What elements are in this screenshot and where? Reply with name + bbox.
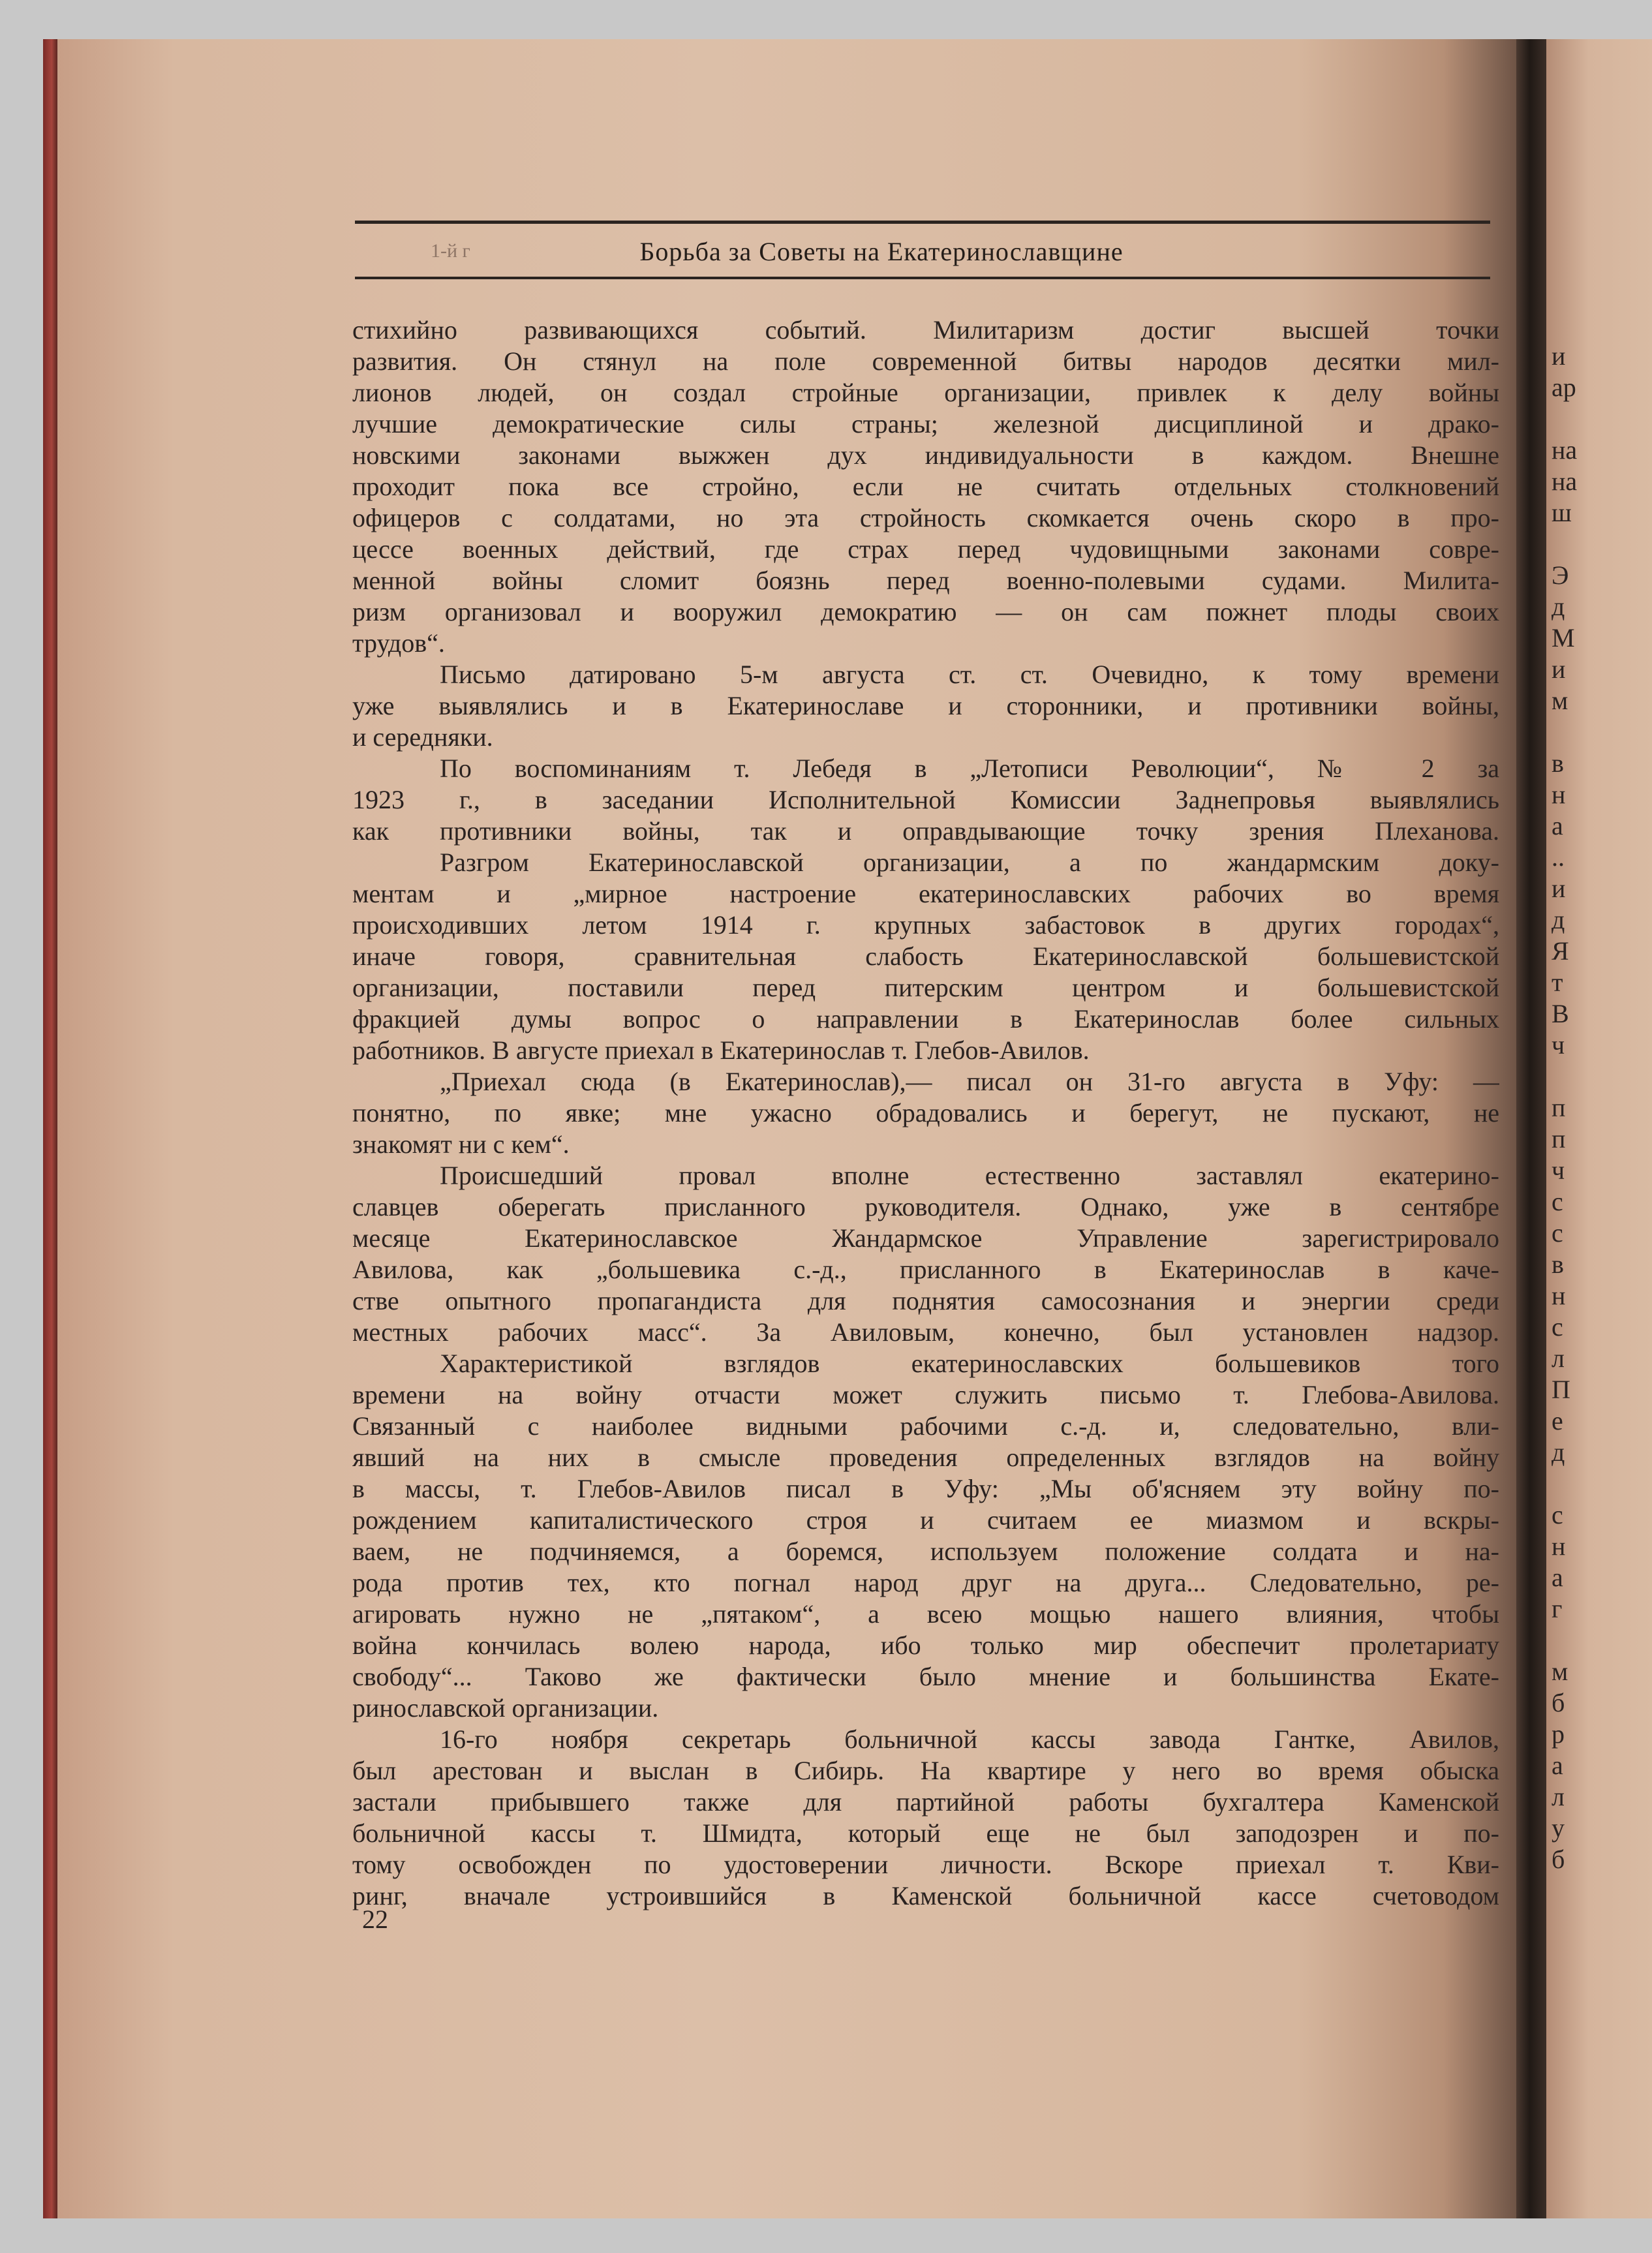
header-rule-bottom: [355, 277, 1490, 279]
facing-page-fragment: с: [1552, 1187, 1563, 1216]
text-line: ринг, вначале устроившийся в Каменской больничной кассе счетоводом: [352, 1881, 1499, 1910]
text-line: развития. Он стянул на поле современной битвы народов десятки мил-: [352, 346, 1499, 376]
text-line: ваем, не подчиняемся, а боремся, используем положение солдата и на-: [352, 1537, 1499, 1566]
facing-page-fragment: а: [1552, 1751, 1563, 1780]
facing-page-fragment: д: [1552, 592, 1565, 621]
text-line: ментам и „мирное настроение екатеринославских рабочих во время: [352, 879, 1499, 908]
text-line: Происшедший провал вполне естественно заставлял екатерино-: [440, 1161, 1499, 1190]
text-line: славцев оберегать присланного руководителя. Однако, уже в сентябре: [352, 1192, 1499, 1221]
text-line: иначе говоря, сравнительная слабость Екатеринославской большевистской: [352, 942, 1499, 971]
text-line: стве опытного пропагандиста для поднятия самосознания и энергии среди: [352, 1286, 1499, 1315]
facing-page-fragment: у: [1552, 1813, 1565, 1843]
text-line: Характеристикой взглядов екатеринославских большевиков того: [440, 1349, 1499, 1378]
text-line: ризм организовал и вооружил демократию — он сам пожнет плоды своих: [352, 597, 1499, 626]
facing-page-fragment: и: [1552, 654, 1566, 684]
text-line: работников. В августе приехал в Екатеринослав т. Глебов-Авилов.: [352, 1035, 1090, 1065]
facing-page-fragment: П: [1552, 1375, 1570, 1404]
facing-page-fragment: а: [1552, 1563, 1563, 1592]
facing-page-fragment: ш: [1552, 498, 1572, 527]
facing-page-fragment: р: [1552, 1719, 1565, 1749]
text-line: Разгром Екатеринославской организации, а по жандармским доку-: [440, 848, 1499, 877]
text-line: больничной кассы т. Шмидта, который еще не был заподозрен и по-: [352, 1818, 1499, 1848]
text-line: происходивших летом 1914 г. крупных забастовок в других городах“,: [352, 910, 1499, 940]
facing-page-fragment: д: [1552, 1437, 1565, 1467]
text-line: понятно, по явке; мне ужасно обрадовались и берегут, не пускают, не: [352, 1098, 1499, 1127]
text-line: месяце Екатеринославское Жандармское Управление зарегистрировало: [352, 1223, 1499, 1253]
text-line: свободу“... Таково же фактически было мнение и большинства Екате-: [352, 1662, 1499, 1691]
header-rule-top: [355, 221, 1490, 224]
facing-page-fragment: д: [1552, 905, 1565, 934]
text-line: Письмо датировано 5-м августа ст. ст. Очевидно, к тому времени: [440, 660, 1499, 689]
text-line: знакомят ни с кем“.: [352, 1129, 570, 1159]
facing-page-fragment: г: [1552, 1594, 1563, 1623]
facing-page-fragment: ч: [1552, 1030, 1565, 1060]
text-line: „Приехал сюда (в Екатеринослав),— писал он 31-го августа в Уфу: —: [440, 1067, 1499, 1096]
text-line: явший на них в смысле проведения определенных взглядов на войну: [352, 1443, 1499, 1472]
facing-page-fragment: Я: [1552, 936, 1569, 966]
facing-page-fragment: п: [1552, 1124, 1566, 1154]
text-line: и середняки.: [352, 722, 493, 752]
facing-page-fragment: а: [1552, 811, 1563, 840]
facing-page-fragment: и: [1552, 874, 1566, 903]
text-line: новскими законами выжжен дух индивидуальности в каждом. Внешне: [352, 440, 1499, 470]
book-cover-edge: [43, 39, 57, 2218]
facing-page-fragment: п: [1552, 1093, 1566, 1122]
facing-page-fragment: м: [1552, 686, 1568, 715]
text-line: ринославской организации.: [352, 1693, 659, 1723]
text-line: местных рабочих масс“. За Авиловым, конечно, был установлен надзор.: [352, 1317, 1499, 1347]
facing-page-fragment: с: [1552, 1312, 1563, 1341]
text-line: уже выявлялись и в Екатеринославе и сторонники, и противники войны,: [352, 691, 1499, 720]
facing-page-fragment: В: [1552, 999, 1569, 1028]
text-line: трудов“.: [352, 628, 445, 658]
header-faint-mark: 1-й г: [431, 240, 470, 262]
text-line: цессе военных действий, где страх перед чудовищными законами совре-: [352, 534, 1499, 564]
text-line: менной войны сломит боязнь перед военно-полевыми судами. Милита-: [352, 566, 1499, 595]
page-body-text: [352, 314, 1499, 1912]
text-line: тому освобожден по удостоверении личности. Вскоре приехал т. Кви-: [352, 1850, 1499, 1879]
text-line: был арестован и выслан в Сибирь. На квартире у него во время обыска: [352, 1756, 1499, 1785]
text-line: как противники войны, так и оправдывающие точку зрения Плеханова.: [352, 816, 1499, 846]
facing-page-fragment: ар: [1552, 373, 1576, 402]
page-number: 22: [362, 1905, 388, 1934]
facing-page-fragment: и: [1552, 341, 1566, 371]
text-line: офицеров с солдатами, но эта стройность скомкается очень скоро в про-: [352, 503, 1499, 532]
facing-page-fragment: с: [1552, 1218, 1563, 1248]
text-line: Авилова, как „большевика с.-д., присланного в Екатеринослав в каче-: [352, 1255, 1499, 1284]
text-line: застали прибывшего также для партийной работы бухгалтера Каменской: [352, 1787, 1499, 1816]
facing-page-fragment: м: [1552, 1657, 1568, 1686]
text-line: 16-го ноября секретарь больничной кассы завода Гантке, Авилов,: [440, 1724, 1499, 1754]
running-header: Борьба за Советы на Екатеринославщине: [639, 237, 1124, 266]
facing-page-fragment: М: [1552, 623, 1575, 652]
facing-page-fragment: в: [1552, 1249, 1564, 1279]
text-line: организации, поставили перед питерским центром и большевистской: [352, 973, 1499, 1002]
facing-page-fragment: н: [1552, 780, 1566, 809]
facing-page-fragment: на: [1552, 467, 1578, 496]
book-gutter: [1516, 39, 1546, 2218]
book-page-right: [1546, 39, 1652, 2218]
facing-page-fragment: на: [1552, 435, 1578, 465]
facing-page-fragment: н: [1552, 1531, 1566, 1561]
text-line: По воспоминаниям т. Лебедя в „Летописи Революции“, № 2 за: [440, 754, 1499, 783]
facing-page-fragment: л: [1552, 1782, 1565, 1811]
text-line: агировать нужно не „пятаком“, а всею мощью нашего влияния, чтобы: [352, 1599, 1499, 1629]
text-line: фракцией думы вопрос о направлении в Екатеринослав более сильных: [352, 1004, 1499, 1034]
text-line: война кончилась волею народа, ибо только мир обеспечит пролетариату: [352, 1631, 1499, 1660]
text-line: проходит пока все стройно, если не считать отдельных столкновений: [352, 472, 1499, 501]
facing-page-fragment: л: [1552, 1343, 1565, 1373]
facing-page-fragment: е: [1552, 1406, 1563, 1435]
facing-page-fragment: б: [1552, 1845, 1565, 1874]
facing-page-fragment: н: [1552, 1281, 1566, 1310]
text-line: стихийно развивающихся событий. Милитаризм достиг высшей точки: [352, 315, 1499, 345]
facing-page-fragment: ..: [1552, 842, 1565, 872]
facing-page-fragment: б: [1552, 1688, 1565, 1717]
facing-page-fragment: в: [1552, 748, 1564, 778]
text-line: рождением капиталистического строя и считаем ее миазмом и вскры-: [352, 1505, 1499, 1535]
text-line: Связанный с наиболее видными рабочими с.-д. и, следовательно, вли-: [352, 1411, 1499, 1441]
facing-page-fragment: т: [1552, 968, 1563, 997]
text-line: лучшие демократические силы страны; железной дисциплиной и драко-: [352, 409, 1499, 438]
facing-page-fragment: с: [1552, 1500, 1563, 1529]
text-line: 1923 г., в заседании Исполнительной Комиссии Заднепровья выявлялись: [352, 785, 1499, 814]
text-line: рода против тех, кто погнал народ друг на друга... Следовательно, ре-: [352, 1568, 1499, 1597]
text-line: времени на войну отчасти может служить письмо т. Глебова-Авилова.: [352, 1380, 1499, 1409]
facing-page-fragment: ч: [1552, 1156, 1565, 1185]
text-line: в массы, т. Глебов-Авилов писал в Уфу: „Мы об'ясняем эту войну по-: [352, 1474, 1499, 1503]
text-line: лионов людей, он создал стройные организации, привлек к делу войны: [352, 378, 1499, 407]
facing-page-fragment: Э: [1552, 560, 1569, 590]
